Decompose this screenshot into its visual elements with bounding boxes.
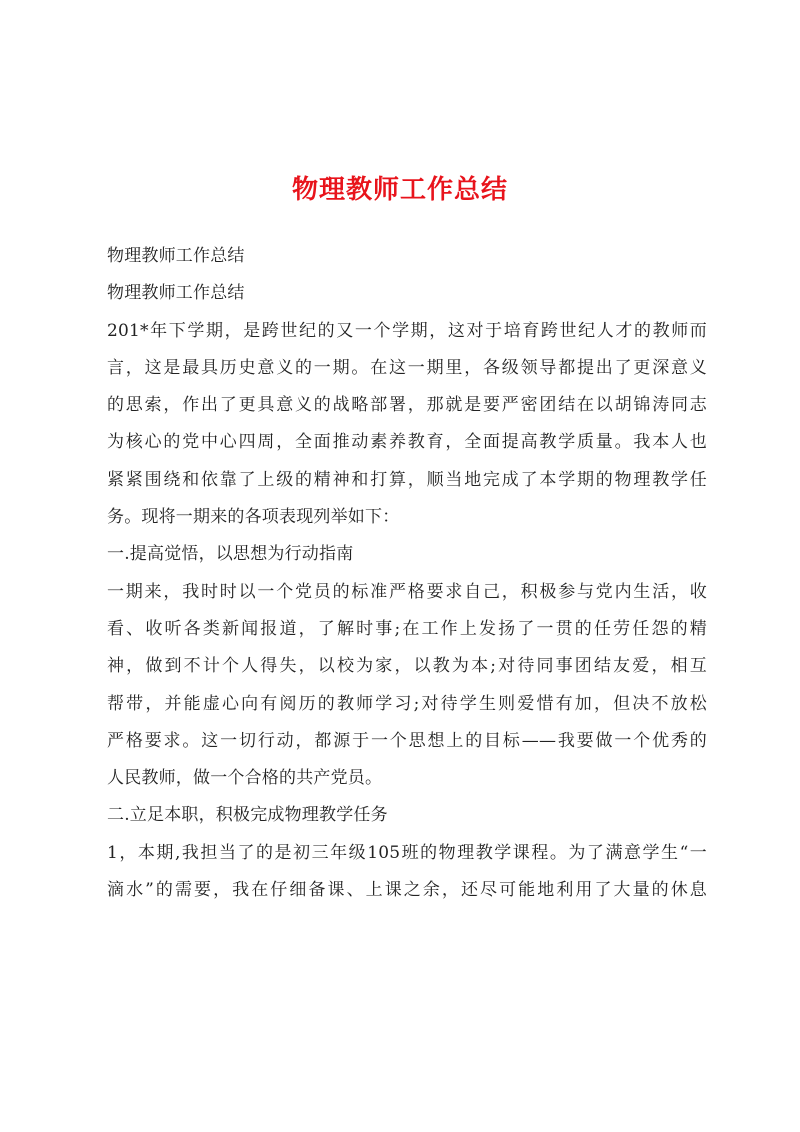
section-heading: 一.提高觉悟，以思想为行动指南	[107, 544, 354, 565]
body-line: 物理教师工作总结	[107, 246, 245, 266]
body-line: 看、收听各类新闻报道，了解时事;在工作上发扬了一贯的任劳任怨的精	[107, 618, 707, 639]
body-line: 为核心的党中心四周，全面推动素养教育，全面提高教学质量。我本人也	[107, 432, 707, 453]
body-line: 紧紧围绕和依靠了上级的精神和打算，顺当地完成了本学期的物理教学任	[107, 469, 707, 490]
body-line: 严格要求。这一切行动，都源于一个思想上的目标——我要做一个优秀的	[107, 730, 707, 751]
section-heading: 二.立足本职，积极完成物理教学任务	[107, 805, 388, 826]
document-title: 物理教师工作总结	[291, 175, 508, 205]
body-line: 物理教师工作总结	[107, 283, 245, 304]
body-line: 言，这是最具历史意义的一期。在这一期里，各级领导都提出了更深意义	[107, 357, 707, 378]
body-line: 1，本期,我担当了的是初三年级105班的物理教学课程。为了满意学生“一	[107, 842, 707, 863]
body-line: 帮带，并能虚心向有阅历的教师学习;对待学生则爱惜有加，但决不放松	[107, 693, 707, 714]
body-line: 的思索，作出了更具意义的战略部署，那就是要严密团结在以胡锦涛同志	[107, 395, 707, 416]
body-line: 滴水”的需要，我在仔细备课、上课之余，还尽可能地利用了大量的休息	[107, 880, 707, 901]
body-line: 务。现将一期来的各项表现列举如下：	[107, 507, 400, 528]
document-body	[107, 238, 707, 909]
body-line: 人民教师，做一个合格的共产党员。	[107, 768, 383, 789]
body-line: 神，做到不计个人得失，以校为家，以教为本;对待同事团结友爱，相互	[107, 656, 707, 677]
body-line: 201*年下学期，是跨世纪的又一个学期，这对于培育跨世纪人才的教师而	[107, 320, 707, 341]
body-line: 一期来，我时时以一个党员的标准严格要求自己，积极参与党内生活，收	[107, 581, 707, 602]
